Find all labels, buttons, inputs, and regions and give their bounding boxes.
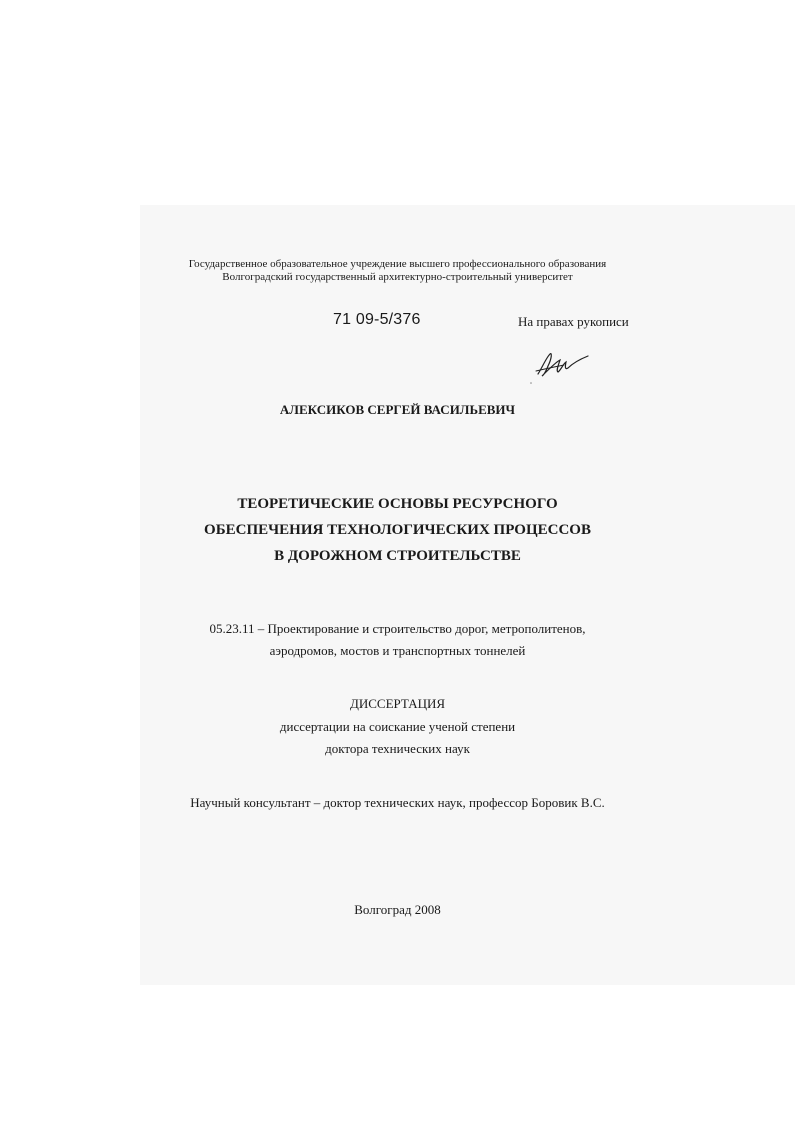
degree-line-2: доктора технических наук (325, 741, 470, 756)
specialty-line-2: аэродромов, мостов и транспортных тоннелей (269, 643, 526, 658)
degree-line-1: диссертации на соискание ученой степени (279, 719, 516, 734)
author-name: АЛЕКСИКОВ СЕРГЕЙ ВАСИЛЬЕВИЧ (279, 402, 516, 417)
scan-background (140, 205, 795, 985)
title-line-2: ОБЕСПЕЧЕНИЯ ТЕХНОЛОГИЧЕСКИХ ПРОЦЕССОВ (204, 522, 591, 538)
document-type-label: ДИССЕРТАЦИЯ (349, 696, 446, 711)
specialty-line-1: 05.23.11 – Проектирование и строительство дорог, метрополитенов, (209, 621, 586, 636)
scientific-consultant: Научный консультант – доктор технических наук, профессор Боровик В.С. (190, 795, 605, 810)
city-year: Волгоград 2008 (354, 902, 441, 917)
signature-icon (530, 344, 594, 384)
title-line-1: ТЕОРЕТИЧЕСКИЕ ОСНОВЫ РЕСУРСНОГО (237, 496, 558, 512)
institution-line-1: Государственное образовательное учреждение высшего профессионального образования (188, 258, 607, 270)
institution-line-2: Волгоградский государственный архитектурно-строительный университет (222, 271, 573, 283)
archive-number: 71 09-5/376 (333, 311, 421, 328)
title-line-3: В ДОРОЖНОМ СТРОИТЕЛЬСТВЕ (274, 548, 521, 564)
rights-notice: На правах рукописи (518, 314, 629, 329)
